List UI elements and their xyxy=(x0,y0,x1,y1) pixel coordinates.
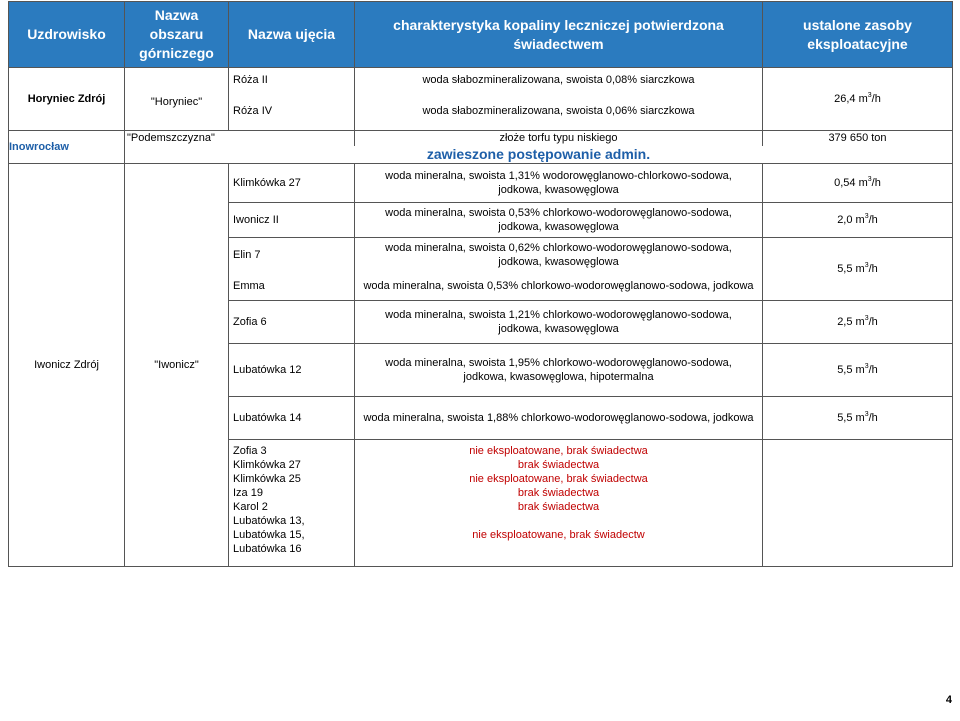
list-item: Klimkówka 27 xyxy=(233,459,301,471)
list-item: brak świadectwa xyxy=(517,487,600,499)
well-description: woda mineralna, swoista 0,53% chlorkowo-wodorowęglanowo-sodowa, jodkowa xyxy=(355,272,763,301)
unlisted-wells xyxy=(229,440,355,567)
table-row xyxy=(9,131,953,146)
list-item: nie eksploatowane, brak świadectwa xyxy=(469,445,648,457)
unlisted-status xyxy=(355,440,763,567)
well-description: woda mineralna, swoista 0,62% chlorkowo-wodorowęglanowo-sodowa, jodkowa, kwasowęglowa xyxy=(355,238,763,273)
table-row xyxy=(9,164,953,203)
spa-horyniec: Horyniec Zdrój xyxy=(9,68,125,131)
header-spa: Uzdrowisko xyxy=(9,2,125,68)
well-resource: 0,54 $m^3/h$ xyxy=(763,164,953,203)
area-horyniec: "Horyniec" xyxy=(125,68,229,131)
table-row xyxy=(9,68,953,92)
area-iwonicz: "Iwonicz" xyxy=(125,164,229,567)
well-name: Klimkówka 27 xyxy=(229,164,355,203)
well-description: woda mineralna, swoista 0,53% chlorkowo-wodorowęglanowo-sodowa, jodkowa, kwasowęglowa xyxy=(355,203,763,238)
spa-iwonicz: Iwonicz Zdrój xyxy=(9,164,125,567)
area-inowroclaw: "Podemszczyzna" xyxy=(125,131,355,146)
well-name: Elin 7 xyxy=(229,238,355,273)
spa-inowroclaw: Inowrocław xyxy=(9,131,125,164)
well-description: woda mineralna, swoista 1,95% chlorkowo-wodorowęglanowo-sodowa, jodkowa, kwasowęglowa, hipotermalna xyxy=(355,344,763,397)
list-item: nie eksploatowane, brak świadectw xyxy=(472,529,645,541)
page-number: 4 xyxy=(945,694,952,706)
list-item: Zofia 3 xyxy=(233,445,267,457)
header-resources: ustalone zasoby eksploatacyjne xyxy=(763,2,953,68)
inowroclaw-description: złoże torfu typu niskiego xyxy=(355,131,763,146)
header-well: Nazwa ujęcia xyxy=(229,2,355,68)
well-resource: 5,5 $m^3/h$ xyxy=(763,344,953,397)
list-item: Klimkówka 25 xyxy=(233,473,301,485)
list-item: Lubatówka 15, xyxy=(233,529,305,541)
list-item: nie eksploatowane, brak świadectwa xyxy=(469,473,648,485)
well-name: Lubatówka 14 xyxy=(229,397,355,440)
list-item: brak świadectwa xyxy=(517,501,600,513)
well-description: woda mineralna, swoista 1,88% chlorkowo-wodorowęglanowo-sodowa, jodkowa xyxy=(355,397,763,440)
well-resource: 2,5 $m^3/h$ xyxy=(763,301,953,344)
well-resource: 5,5 $m^3/h$ xyxy=(763,238,953,301)
list-item: brak świadectwa xyxy=(517,459,600,471)
resource-inowroclaw: 379 650 ton xyxy=(763,131,953,146)
well-description: woda mineralna, swoista 1,31% wodorowęglanowo-chlorkowo-sodowa, jodkowa, kwasowęglowa xyxy=(355,164,763,203)
well-resource: 5,5 $m^3/h$ xyxy=(763,397,953,440)
resource-horyniec: 26,4 $m^3/h$ xyxy=(763,68,953,131)
table-row xyxy=(9,146,953,164)
well-name: Iwonicz II xyxy=(229,203,355,238)
inowroclaw-status: zawieszone postępowanie admin. xyxy=(125,146,953,164)
header-characteristic: charakterystyka kopaliny leczniczej potwierdzona świadectwem xyxy=(355,2,763,68)
well-resource: 2,0 $m^3/h$ xyxy=(763,203,953,238)
well-description: woda mineralna, swoista 1,21% chlorkowo-wodorowęglanowo-sodowa, jodkowa, kwasowęglowa xyxy=(355,301,763,344)
well-name: Róża II xyxy=(229,68,355,92)
well-name: Emma xyxy=(229,272,355,301)
well-description: woda słabozmineralizowana, swoista 0,06% siarczkowa xyxy=(355,92,763,131)
header-area: Nazwa obszaru górniczego xyxy=(125,2,229,68)
list-item: Karol 2 xyxy=(233,501,268,513)
list-item: Lubatówka 13, xyxy=(233,515,305,527)
header-row xyxy=(9,2,953,68)
list-item: Lubatówka 16 xyxy=(233,543,302,555)
well-name: Róża IV xyxy=(229,92,355,131)
well-name: Lubatówka 12 xyxy=(229,344,355,397)
well-name: Zofia 6 xyxy=(229,301,355,344)
well-description: woda słabozmineralizowana, swoista 0,08% siarczkowa xyxy=(355,68,763,92)
list-item: Iza 19 xyxy=(233,487,263,499)
empty-resource xyxy=(763,440,953,567)
spa-resources-table xyxy=(8,1,953,567)
